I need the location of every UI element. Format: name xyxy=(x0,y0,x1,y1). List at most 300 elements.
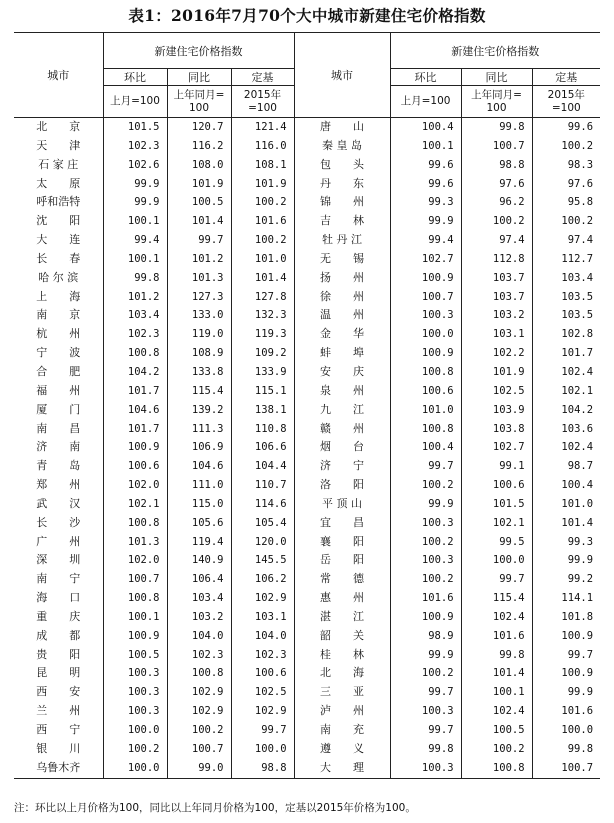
index-cell: 103.6 xyxy=(532,420,600,439)
table-row xyxy=(14,740,600,759)
city-cell: 北 海 xyxy=(294,664,390,683)
index-cell: 104.2 xyxy=(103,363,167,382)
index-cell: 100.2 xyxy=(532,212,600,231)
index-cell: 99.7 xyxy=(461,570,532,589)
index-cell: 100.1 xyxy=(103,250,167,269)
index-cell: 103.2 xyxy=(167,608,231,627)
city-cell: 平 顶 山 xyxy=(294,495,390,514)
index-cell: 103.1 xyxy=(461,325,532,344)
fixed-header-right: 定基 xyxy=(532,69,600,86)
city-cell: 杭 州 xyxy=(36,327,81,341)
table-row xyxy=(14,721,600,740)
index-cell: 101.6 xyxy=(390,589,461,608)
city-cell: 岳 阳 xyxy=(294,551,390,570)
index-cell: 100.6 xyxy=(231,664,294,683)
index-cell: 101.4 xyxy=(167,212,231,231)
table-row xyxy=(14,212,600,231)
city-cell: 郑 州 xyxy=(36,478,81,492)
index-cell: 100.6 xyxy=(103,457,167,476)
city-cell: 呼和浩特 xyxy=(36,195,81,209)
mom-header-left: 环比 xyxy=(103,69,167,86)
table-row xyxy=(14,306,600,325)
index-cell: 102.1 xyxy=(532,382,600,401)
fixed-base-right: 2015年 =100 xyxy=(532,86,600,118)
index-cell: 112.8 xyxy=(461,250,532,269)
table-row xyxy=(14,231,600,250)
index-cell: 98.3 xyxy=(532,156,600,175)
yoy-base-right: 上年同月= 100 xyxy=(461,86,532,118)
table-row xyxy=(14,533,600,552)
table-row xyxy=(14,570,600,589)
city-cell: 泉 州 xyxy=(294,382,390,401)
index-cell: 100.9 xyxy=(390,608,461,627)
city-cell: 银 川 xyxy=(36,741,81,755)
table-row xyxy=(14,325,600,344)
index-cell: 115.0 xyxy=(167,495,231,514)
index-cell: 102.8 xyxy=(532,325,600,344)
index-cell: 99.9 xyxy=(103,175,167,194)
index-cell: 108.0 xyxy=(167,156,231,175)
index-cell: 106.6 xyxy=(231,438,294,457)
index-cell: 100.5 xyxy=(103,646,167,665)
index-cell: 133.9 xyxy=(231,363,294,382)
index-cell: 120.7 xyxy=(167,118,231,137)
index-cell: 101.0 xyxy=(231,250,294,269)
city-cell: 贵 阳 xyxy=(36,647,81,661)
index-cell: 101.6 xyxy=(532,702,600,721)
index-cell: 108.1 xyxy=(231,156,294,175)
index-cell: 100.8 xyxy=(103,514,167,533)
city-cell: 吉 林 xyxy=(294,212,390,231)
index-cell: 102.7 xyxy=(390,250,461,269)
index-cell: 95.8 xyxy=(532,193,600,212)
index-cell: 111.0 xyxy=(167,476,231,495)
index-cell: 97.4 xyxy=(461,231,532,250)
index-cell: 101.0 xyxy=(390,401,461,420)
index-cell: 110.8 xyxy=(231,420,294,439)
index-cell: 103.5 xyxy=(532,306,600,325)
index-cell: 115.1 xyxy=(231,382,294,401)
index-cell: 100.7 xyxy=(390,288,461,307)
index-cell: 99.4 xyxy=(103,231,167,250)
index-cell: 100.0 xyxy=(231,740,294,759)
index-cell: 102.4 xyxy=(532,363,600,382)
city-cell: 重 庆 xyxy=(36,609,81,623)
index-cell: 101.4 xyxy=(231,269,294,288)
city-cell: 锦 州 xyxy=(294,193,390,212)
table-row xyxy=(14,288,600,307)
city-cell: 天 津 xyxy=(36,138,81,152)
price-index-table xyxy=(14,32,600,779)
index-cell: 102.5 xyxy=(231,683,294,702)
index-cell: 140.9 xyxy=(167,551,231,570)
index-cell: 101.3 xyxy=(167,269,231,288)
city-cell: 济 宁 xyxy=(294,457,390,476)
table-body xyxy=(14,118,600,779)
table-row xyxy=(14,344,600,363)
yoy-header-right: 同比 xyxy=(461,69,532,86)
index-cell: 100.7 xyxy=(103,570,167,589)
city-cell: 北 京 xyxy=(14,118,103,137)
index-cell: 104.2 xyxy=(532,401,600,420)
index-cell: 102.4 xyxy=(461,608,532,627)
index-cell: 101.6 xyxy=(231,212,294,231)
index-cell: 99.9 xyxy=(390,646,461,665)
fixed-header-left: 定基 xyxy=(231,69,294,86)
index-cell: 100.8 xyxy=(461,759,532,778)
index-cell: 112.7 xyxy=(532,250,600,269)
index-cell: 98.8 xyxy=(231,759,294,778)
city-cell: 南 充 xyxy=(294,721,390,740)
index-cell: 100.8 xyxy=(390,420,461,439)
index-cell: 98.7 xyxy=(532,457,600,476)
city-cell: 南 宁 xyxy=(36,572,81,586)
index-cell: 99.3 xyxy=(532,533,600,552)
city-cell: 赣 州 xyxy=(294,420,390,439)
index-cell: 99.7 xyxy=(390,457,461,476)
index-cell: 101.2 xyxy=(167,250,231,269)
city-cell: 湛 江 xyxy=(294,608,390,627)
index-cell: 119.3 xyxy=(231,325,294,344)
index-cell: 100.9 xyxy=(103,438,167,457)
table-row xyxy=(14,438,600,457)
index-cell: 102.9 xyxy=(231,702,294,721)
city-cell: 徐 州 xyxy=(294,288,390,307)
mom-base-left: 上月=100 xyxy=(103,86,167,118)
index-cell: 103.7 xyxy=(461,288,532,307)
index-cell: 100.4 xyxy=(390,118,461,137)
city-cell: 韶 关 xyxy=(294,627,390,646)
yoy-header-left: 同比 xyxy=(167,69,231,86)
index-cell: 99.9 xyxy=(103,193,167,212)
city-cell: 南 京 xyxy=(36,308,81,322)
index-cell: 100.2 xyxy=(390,533,461,552)
index-cell: 101.7 xyxy=(103,420,167,439)
city-cell: 泸 州 xyxy=(294,702,390,721)
index-cell: 100.6 xyxy=(461,476,532,495)
index-cell: 105.4 xyxy=(231,514,294,533)
index-cell: 101.5 xyxy=(461,495,532,514)
mom-header-right: 环比 xyxy=(390,69,461,86)
index-cell: 99.8 xyxy=(461,646,532,665)
city-cell: 哈 尔 滨 xyxy=(38,270,79,284)
index-cell: 100.4 xyxy=(390,438,461,457)
index-cell: 99.6 xyxy=(532,118,600,137)
table-row xyxy=(14,759,600,778)
index-cell: 102.3 xyxy=(231,646,294,665)
index-cell: 101.9 xyxy=(167,175,231,194)
index-cell: 101.7 xyxy=(103,382,167,401)
city-cell: 无 锡 xyxy=(294,250,390,269)
index-cell: 115.4 xyxy=(167,382,231,401)
index-cell: 99.8 xyxy=(532,740,600,759)
index-cell: 106.2 xyxy=(231,570,294,589)
index-cell: 105.6 xyxy=(167,514,231,533)
index-cell: 99.7 xyxy=(167,231,231,250)
city-cell: 南 昌 xyxy=(36,421,81,435)
index-cell: 106.4 xyxy=(167,570,231,589)
index-cell: 115.4 xyxy=(461,589,532,608)
index-cell: 99.1 xyxy=(461,457,532,476)
index-cell: 103.8 xyxy=(461,420,532,439)
index-cell: 127.3 xyxy=(167,288,231,307)
index-cell: 102.9 xyxy=(231,589,294,608)
index-cell: 127.8 xyxy=(231,288,294,307)
city-cell: 上 海 xyxy=(36,289,81,303)
city-cell: 乌鲁木齐 xyxy=(14,759,103,778)
city-cell: 昆 明 xyxy=(36,666,81,680)
index-cell: 100.1 xyxy=(390,137,461,156)
index-cell: 97.6 xyxy=(532,175,600,194)
index-cell: 100.0 xyxy=(532,721,600,740)
index-cell: 100.2 xyxy=(390,570,461,589)
index-cell: 101.8 xyxy=(532,608,600,627)
index-cell: 110.7 xyxy=(231,476,294,495)
index-cell: 100.8 xyxy=(167,664,231,683)
index-cell: 99.9 xyxy=(390,495,461,514)
city-cell: 兰 州 xyxy=(36,704,81,718)
city-cell: 大 理 xyxy=(294,759,390,778)
index-cell: 106.9 xyxy=(167,438,231,457)
index-cell: 99.7 xyxy=(390,683,461,702)
index-cell: 139.2 xyxy=(167,401,231,420)
index-cell: 100.8 xyxy=(103,589,167,608)
index-cell: 103.4 xyxy=(103,306,167,325)
table-row xyxy=(14,589,600,608)
index-cell: 100.0 xyxy=(390,325,461,344)
index-cell: 98.9 xyxy=(390,627,461,646)
index-cell: 100.0 xyxy=(103,721,167,740)
index-cell: 103.4 xyxy=(167,589,231,608)
index-cell: 101.3 xyxy=(103,533,167,552)
index-cell: 100.1 xyxy=(103,608,167,627)
table-row xyxy=(14,476,600,495)
index-cell: 100.7 xyxy=(461,137,532,156)
city-cell: 常 德 xyxy=(294,570,390,589)
index-cell: 100.8 xyxy=(390,363,461,382)
city-cell: 遵 义 xyxy=(294,740,390,759)
city-cell: 惠 州 xyxy=(294,589,390,608)
index-cell: 120.0 xyxy=(231,533,294,552)
index-cell: 102.4 xyxy=(532,438,600,457)
table-row xyxy=(14,551,600,570)
index-cell: 100.9 xyxy=(103,627,167,646)
mom-base-right: 上月=100 xyxy=(390,86,461,118)
city-cell: 海 口 xyxy=(36,591,81,605)
index-cell: 133.8 xyxy=(167,363,231,382)
index-cell: 99.0 xyxy=(167,759,231,778)
index-cell: 99.6 xyxy=(390,156,461,175)
footnote: 注：环比以上月价格为100，同比以上年同月价格为100，定基以2015年价格为100。 xyxy=(14,802,416,814)
index-cell: 101.4 xyxy=(532,514,600,533)
index-cell: 133.0 xyxy=(167,306,231,325)
city-cell: 深 圳 xyxy=(36,553,81,567)
table-row xyxy=(14,269,600,288)
index-cell: 103.1 xyxy=(231,608,294,627)
index-cell: 100.9 xyxy=(532,664,600,683)
index-cell: 100.2 xyxy=(532,137,600,156)
index-cell: 101.5 xyxy=(103,118,167,137)
index-cell: 100.9 xyxy=(532,627,600,646)
index-cell: 114.1 xyxy=(532,589,600,608)
city-cell: 包 头 xyxy=(294,156,390,175)
index-cell: 100.3 xyxy=(390,702,461,721)
index-cell: 100.9 xyxy=(390,269,461,288)
city-cell: 烟 台 xyxy=(294,438,390,457)
index-cell: 145.5 xyxy=(231,551,294,570)
index-cell: 132.3 xyxy=(231,306,294,325)
index-cell: 100.6 xyxy=(390,382,461,401)
index-cell: 104.0 xyxy=(231,627,294,646)
index-cell: 121.4 xyxy=(231,118,294,137)
city-cell: 石 家 庄 xyxy=(38,157,79,171)
index-cell: 100.7 xyxy=(532,759,600,778)
city-cell: 蚌 埠 xyxy=(294,344,390,363)
index-cell: 100.2 xyxy=(390,664,461,683)
index-cell: 104.6 xyxy=(167,457,231,476)
index-cell: 100.3 xyxy=(390,514,461,533)
table-row xyxy=(14,683,600,702)
city-cell: 秦 皇 岛 xyxy=(294,137,390,156)
index-cell: 100.2 xyxy=(167,721,231,740)
index-cell: 102.3 xyxy=(103,325,167,344)
yoy-base-left: 上年同月= 100 xyxy=(167,86,231,118)
city-cell: 温 州 xyxy=(294,306,390,325)
index-cell: 103.9 xyxy=(461,401,532,420)
index-cell: 100.2 xyxy=(461,212,532,231)
index-cell: 100.3 xyxy=(390,551,461,570)
table-row xyxy=(14,646,600,665)
index-cell: 103.7 xyxy=(461,269,532,288)
index-cell: 100.2 xyxy=(231,193,294,212)
city-cell: 武 汉 xyxy=(36,496,81,510)
index-cell: 100.2 xyxy=(390,476,461,495)
index-cell: 102.1 xyxy=(103,495,167,514)
index-cell: 100.3 xyxy=(390,306,461,325)
index-cell: 104.6 xyxy=(103,401,167,420)
index-cell: 99.3 xyxy=(390,193,461,212)
index-cell: 100.1 xyxy=(461,683,532,702)
index-cell: 101.4 xyxy=(461,664,532,683)
city-cell: 广 州 xyxy=(36,534,81,548)
index-cell: 99.8 xyxy=(390,740,461,759)
city-cell: 西 安 xyxy=(36,685,81,699)
index-cell: 109.2 xyxy=(231,344,294,363)
index-cell: 101.9 xyxy=(461,363,532,382)
index-cell: 97.4 xyxy=(532,231,600,250)
city-cell: 安 庆 xyxy=(294,363,390,382)
city-cell: 济 南 xyxy=(36,440,81,454)
index-cell: 99.9 xyxy=(390,212,461,231)
group-header-right: 新建住宅价格指数 xyxy=(390,33,600,69)
fixed-base-left: 2015年 =100 xyxy=(231,86,294,118)
index-cell: 119.4 xyxy=(167,533,231,552)
table-row xyxy=(14,401,600,420)
index-cell: 102.0 xyxy=(103,551,167,570)
table-row xyxy=(14,363,600,382)
table-title: 表1：2016年7月70个大中城市新建住宅价格指数 xyxy=(128,6,486,25)
index-cell: 104.0 xyxy=(167,627,231,646)
index-cell: 99.9 xyxy=(532,683,600,702)
index-cell: 100.3 xyxy=(103,683,167,702)
index-cell: 101.7 xyxy=(532,344,600,363)
index-cell: 102.2 xyxy=(461,344,532,363)
index-cell: 100.4 xyxy=(532,476,600,495)
city-cell: 成 都 xyxy=(36,628,81,642)
index-cell: 100.3 xyxy=(103,702,167,721)
table-row xyxy=(14,514,600,533)
index-cell: 99.9 xyxy=(532,551,600,570)
table-row xyxy=(14,250,600,269)
city-cell: 襄 阳 xyxy=(294,533,390,552)
table-row xyxy=(14,175,600,194)
index-cell: 97.6 xyxy=(461,175,532,194)
index-cell: 100.2 xyxy=(461,740,532,759)
city-cell: 合 肥 xyxy=(36,364,81,378)
index-cell: 102.1 xyxy=(461,514,532,533)
city-cell: 太 原 xyxy=(36,176,81,190)
table-row xyxy=(14,457,600,476)
index-cell: 99.7 xyxy=(390,721,461,740)
table-row xyxy=(14,118,600,137)
index-cell: 99.5 xyxy=(461,533,532,552)
index-cell: 104.4 xyxy=(231,457,294,476)
index-cell: 102.3 xyxy=(103,137,167,156)
index-cell: 100.7 xyxy=(167,740,231,759)
index-cell: 119.0 xyxy=(167,325,231,344)
city-cell: 长 春 xyxy=(36,251,81,265)
city-cell: 扬 州 xyxy=(294,269,390,288)
group-header-left: 新建住宅价格指数 xyxy=(103,33,294,69)
index-cell: 102.5 xyxy=(461,382,532,401)
index-cell: 99.8 xyxy=(461,118,532,137)
index-cell: 99.2 xyxy=(532,570,600,589)
city-cell: 长 沙 xyxy=(36,515,81,529)
city-cell: 沈 阳 xyxy=(36,214,81,228)
city-cell: 九 江 xyxy=(294,401,390,420)
index-cell: 114.6 xyxy=(231,495,294,514)
index-cell: 100.5 xyxy=(167,193,231,212)
index-cell: 100.2 xyxy=(103,740,167,759)
index-cell: 100.5 xyxy=(461,721,532,740)
index-cell: 108.9 xyxy=(167,344,231,363)
index-cell: 102.9 xyxy=(167,683,231,702)
city-cell: 三 亚 xyxy=(294,683,390,702)
city-cell: 大 连 xyxy=(36,233,81,247)
index-cell: 138.1 xyxy=(231,401,294,420)
city-cell: 洛 阳 xyxy=(294,476,390,495)
city-header-right: 城市 xyxy=(294,33,390,118)
table-row xyxy=(14,156,600,175)
city-cell: 金 华 xyxy=(294,325,390,344)
index-cell: 100.0 xyxy=(103,759,167,778)
index-cell: 98.8 xyxy=(461,156,532,175)
table-row xyxy=(14,608,600,627)
index-cell: 102.9 xyxy=(167,702,231,721)
index-cell: 100.9 xyxy=(390,344,461,363)
city-header-left: 城市 xyxy=(14,33,103,118)
table-row xyxy=(14,420,600,439)
table-row xyxy=(14,137,600,156)
city-cell: 青 岛 xyxy=(36,459,81,473)
index-cell: 100.2 xyxy=(231,231,294,250)
table-row xyxy=(14,193,600,212)
index-cell: 116.0 xyxy=(231,137,294,156)
index-cell: 99.7 xyxy=(231,721,294,740)
index-cell: 102.6 xyxy=(103,156,167,175)
table-row xyxy=(14,702,600,721)
table-row xyxy=(14,627,600,646)
